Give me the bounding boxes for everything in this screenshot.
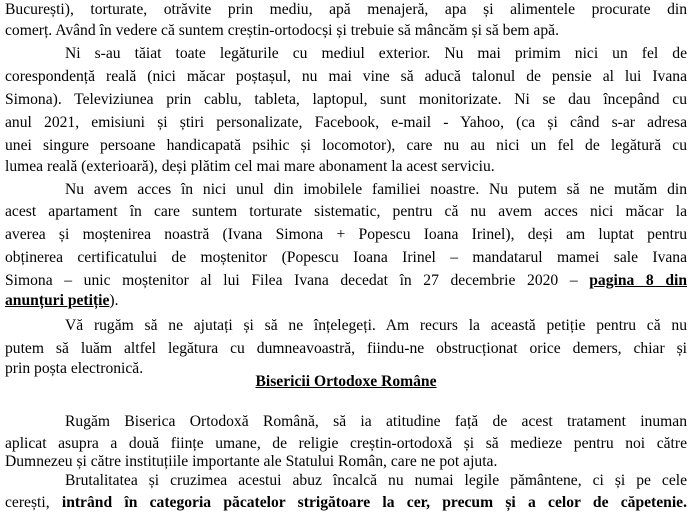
paragraph-5-line-1: Rugăm Biserica Ortodoxă Română, să ia atitudine față de acest tratament inuman	[65, 413, 687, 430]
paragraph-4-line-2: putem să luăm altfel legătura cu dumneavoastră, fiindu-ne obstrucționat orice demers, chiar și	[5, 340, 687, 357]
paragraph-6-bold-statement: intrând în categoria păcatelor strigătoare la cer, precum și a celor de căpetenie.	[61, 494, 687, 511]
paragraph-3-line-3: averea și moștenirea noastră (Ivana Simona + Popescu Ioana Irinel), deși am luptat pentru	[5, 226, 687, 243]
paragraph-1-line-2: comerț. Având în vedere că suntem creștin-ortodocși și trebuie să mâncăm și să bem apă.	[5, 22, 559, 39]
paragraph-2-line-4: anul 2021, emisiuni și știri personalizate, Facebook, e-mail - Yahoo, (ca și când s-ar adresa	[5, 114, 687, 131]
paragraph-2-line-1: Ni s-au tăiat toate legăturile cu mediul exterior. Nu mai primim nici un fel de	[65, 45, 687, 62]
petition-page-reference: pagina 8 din	[589, 272, 688, 289]
paragraph-6-line-2	[5, 493, 687, 513]
paragraph-2-line-6: lumea reală (exterioară), deși plătim cel mai mare abonament la acest serviciu.	[5, 158, 495, 175]
paragraph-5-line-3: Dumnezeu și către instituțiile importante ale Statului Român, care ne pot ajuta.	[5, 453, 498, 470]
paragraph-3-line-6-tail: ).	[109, 292, 119, 309]
paragraph-3-line-1: Nu avem acces în nici unul din imobilele familiei noastre. Nu putem să ne mutăm din	[65, 181, 687, 198]
section-heading: Bisericii Ortodoxe Române	[255, 373, 437, 390]
paragraph-3-line-2: acest apartament în care suntem torturate sistematic, pentru că nu avem acces nici măcar la	[5, 203, 687, 220]
paragraph-6-line-2-text: cerești,	[5, 494, 50, 511]
paragraph-3-line-5	[5, 271, 687, 291]
paragraph-2-line-3: Simona). Televiziunea prin cablu, tableta, laptopul, sunt monitorizate. Ni se dau începând cu	[5, 91, 687, 108]
petition-announcements-reference: anunțuri petiție	[5, 292, 110, 309]
paragraph-2-line-2: corespondență reală (nici măcar poștașul, nu mai vine să aducă talonul de pensie al lui Ivana	[5, 68, 687, 85]
paragraph-2-line-5: unei singure persoane handicapată psihic și locomotor), care nu au nici un fel de legătură cu	[5, 137, 687, 154]
paragraph-3-line-4: obținerea certificatului de moștenitor (Popescu Ioana Irinel – mandatarul mamei sale Ivana	[5, 249, 687, 266]
paragraph-1-line-1: București), torturate, otrăvite prin mediu, apă menajeră, apa și alimentele procurate din	[5, 1, 687, 18]
paragraph-6-line-1: Brutalitatea și cruzimea acestui abuz încalcă nu numai legile pământene, ci și pe cele	[65, 472, 687, 489]
paragraph-3-line-6	[5, 291, 119, 311]
paragraph-4-line-3: prin poșta electronică.	[5, 360, 144, 377]
paragraph-3-line-5-text: Simona – unic moștenitor al lui Filea Ivana decedat în 27 decembrie 2020 –	[5, 272, 578, 289]
paragraph-4-line-1: Vă rugăm să ne ajutați și să ne înțelegeți. Am recurs la această petiție pentru că nu	[65, 317, 687, 334]
paragraph-5-line-2: aplicat asupra a două ființe umane, de religie creștin-ortodoxă și să medieze pentru noi către	[5, 435, 687, 452]
